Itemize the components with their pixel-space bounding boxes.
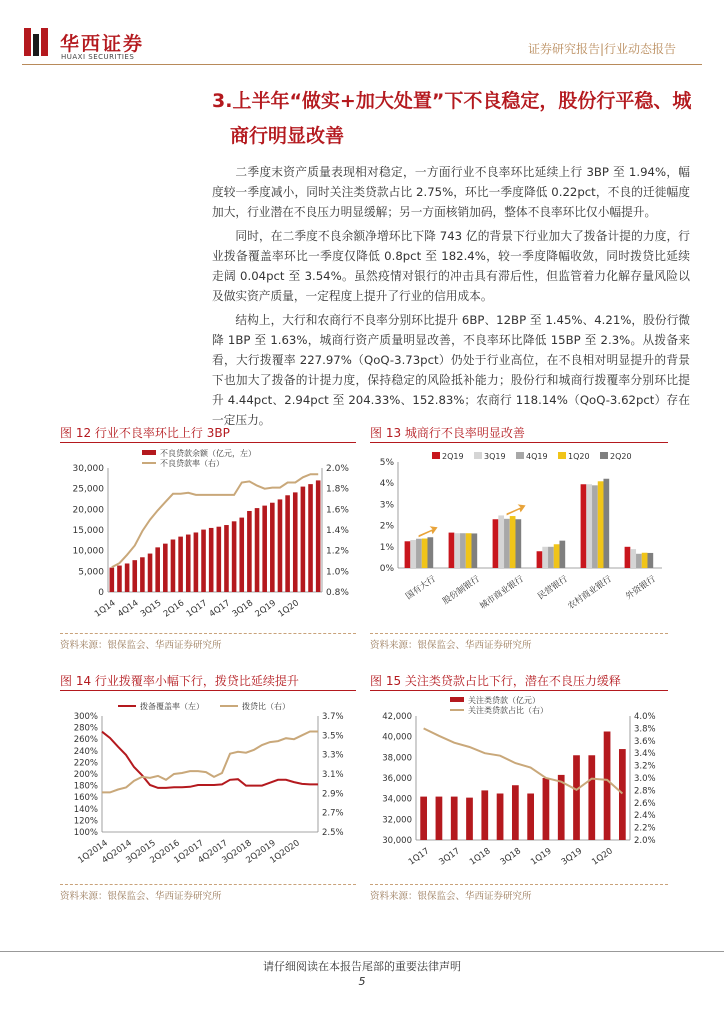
fig15-left-tick-label: 40,000: [382, 732, 412, 743]
fig14-left-tick-label: 160%: [73, 793, 98, 804]
fig12-x-label: 4Q17: [207, 598, 233, 620]
fig14-legend-provision: 拨贷比（右）: [242, 702, 290, 711]
fig13-bar: [515, 519, 521, 568]
fig14-left-tick-label: 240%: [73, 746, 98, 757]
fig13-bar: [449, 533, 455, 568]
fig12-bar: [155, 547, 160, 592]
fig12-x-label: 2Q16: [161, 598, 187, 620]
fig13-bar: [493, 519, 499, 568]
fig15-x-label: 3Q17: [437, 846, 462, 868]
fig12-rule: [60, 442, 356, 443]
fig12-bar: [171, 540, 176, 592]
fig12-x-label: 1Q17: [184, 598, 210, 620]
fig14-left-tick-label: 260%: [73, 735, 98, 746]
fig14-source: 资料来源：银保监会、华西证券研究所: [60, 891, 222, 902]
fig14-x-label: 3Q2015: [124, 838, 158, 866]
fig13-legend-swatch: [558, 452, 566, 459]
fig12-right-tick-label: 2.0%: [326, 464, 349, 474]
fig15-left-tick-label: 30,000: [382, 836, 412, 846]
fig14-x-label: 2Q2019: [244, 838, 278, 866]
fig12-title: 图 12 行业不良率环比上行 3BP: [60, 426, 230, 440]
fig12-bar: [278, 499, 283, 592]
logo-text-en: HUAXI SECURITIES: [61, 53, 135, 61]
fig13-bar: [460, 533, 466, 568]
fig15-left-tick-label: 42,000: [382, 712, 412, 722]
fig12-source: 资料来源：银保监会、华西证券研究所: [60, 640, 222, 651]
fig12-left-tick-label: 30,000: [72, 464, 104, 474]
fig15-right-tick-label: 3.6%: [634, 736, 656, 747]
fig15-right-tick-label: 2.0%: [634, 836, 656, 846]
fig13-legend-label: 2Q19: [442, 452, 464, 461]
fig13-left-tick-label: 3%: [379, 500, 394, 511]
fig15-legend-line: 关注类贷款占比（右）: [468, 706, 548, 715]
fig13-bar: [454, 533, 460, 568]
fig14-left-tick-label: 180%: [73, 781, 98, 792]
fig14-title: 图 14 行业拨覆率小幅下行，拨贷比延续提升: [60, 674, 299, 688]
fig14-right-tick-label: 3.1%: [322, 770, 344, 780]
fig12-bar: [125, 563, 130, 592]
fig12-x-label: 3Q18: [230, 598, 256, 620]
fig15-right-tick-label: 2.6%: [634, 798, 656, 809]
fig13-left-tick-label: 2%: [379, 521, 394, 532]
fig13-left-tick-label: 4%: [379, 479, 394, 490]
fig15-x-label: 3Q19: [559, 846, 585, 868]
fig15-bar: [558, 775, 565, 840]
fig14-right-tick-label: 3.3%: [322, 750, 344, 761]
fig13-legend-swatch: [600, 452, 608, 459]
fig15-legend-swatch-bar: [450, 697, 464, 702]
paragraph-1: 二季度末资产质量表现相对稳定，一方面行业不良率环比延续上行 3BP 至 1.94%，幅度较一季度减小，同时关注类贷款占比 2.75%，环比一季度降低 0.22pct，不良的迁徙幅度加大，行业潜在不良压力明显缓解；另一方面核销加码，整体不良率环比仅小幅提升。: [212, 165, 690, 219]
fig15-right-tick-label: 4.0%: [634, 712, 656, 722]
fig13-title: 图 13 城商行不良率明显改善: [370, 426, 525, 440]
fig12-bar: [247, 511, 252, 592]
fig15-bar: [619, 749, 626, 840]
fig12-bar: [201, 530, 206, 592]
fig14-x-label: 1Q2014: [76, 838, 110, 866]
fig14-left-tick-label: 120%: [73, 816, 98, 827]
fig13-source: 资料来源：银保监会、华西证券研究所: [370, 640, 532, 651]
fig15-x-label: 1Q18: [467, 846, 493, 868]
fig13-bar: [498, 515, 504, 568]
fig15-chart: [370, 694, 668, 882]
fig12-bar: [163, 544, 168, 592]
fig12-bar: [140, 557, 145, 592]
fig14-coverage-line: [102, 732, 318, 788]
fig12-chart: [60, 446, 356, 630]
paragraph-2: 同时，在二季度不良余额净增环比下降 743 亿的背景下行业加大了拨备计提的力度，行业拨备覆盖率环比一季度仅降低 0.8pct 至 182.4%，较一季度降幅收敛，同时拨贷比延续走阔 0.04pct 至 3.54%。虽然疫情对银行的冲击具有滞后性，但监管着力化解存量风险以及做实资产质量，一定程度上提升了行业的信用成本。: [212, 229, 690, 303]
fig12-bar: [132, 560, 137, 592]
fig12-bar: [239, 518, 244, 592]
fig12-x-label: 4Q14: [115, 598, 141, 620]
fig12-right-tick-label: 0.8%: [326, 588, 349, 598]
fig12-x-label: 1Q20: [276, 598, 301, 620]
fig12-left-tick-label: 20,000: [72, 505, 104, 516]
fig13-bar: [416, 539, 422, 568]
fig15-bar: [497, 794, 504, 841]
fig12-bar: [178, 537, 183, 592]
fig13-x-label: 国有大行: [404, 574, 438, 602]
fig14-left-tick-label: 300%: [73, 712, 98, 722]
fig13-bar: [537, 551, 543, 568]
fig15-bar: [543, 778, 550, 840]
fig13-bar: [598, 481, 604, 568]
fig12-right-tick-label: 1.0%: [326, 567, 349, 578]
fig15-right-tick-label: 3.2%: [634, 761, 656, 772]
fig12-right-tick-label: 1.8%: [326, 484, 349, 495]
fig13-legend-swatch: [474, 452, 482, 459]
page-number: 5: [358, 975, 366, 988]
fig12-left-tick-label: 10,000: [72, 546, 104, 557]
fig12-right-tick-label: 1.6%: [326, 505, 349, 516]
fig14-x-label: 4Q2014: [100, 838, 134, 866]
fig13-legend-label: 4Q19: [526, 452, 548, 461]
huaxi-logo-icon: [22, 26, 52, 58]
fig12-bar: [285, 495, 290, 592]
fig12-bar: [255, 508, 260, 592]
fig12-right-tick-label: 1.4%: [326, 526, 349, 536]
fig15-right-tick-label: 2.8%: [634, 786, 656, 797]
fig15-right-tick-label: 2.2%: [634, 823, 656, 834]
fig13-chart: [370, 446, 668, 630]
fig13-trend-arrow-icon: [419, 526, 438, 537]
fig12-bar: [217, 527, 222, 592]
report-type: 证券研究报告|行业动态报告: [527, 42, 676, 56]
body-text: [212, 162, 690, 434]
fig13-bar: [630, 549, 636, 568]
fig13-bar: [636, 554, 642, 568]
footer-disclaimer: 请仔细阅读在本报告尾部的重要法律声明: [263, 960, 461, 973]
fig12-source-rule: [60, 633, 356, 634]
fig15-right-tick-label: 2.4%: [634, 811, 656, 822]
fig14-right-tick-label: 2.9%: [322, 789, 344, 800]
fig12-bar: [293, 492, 298, 592]
fig12-bar: [209, 528, 214, 592]
fig13-x-label: 城市商业银行: [478, 574, 526, 612]
fig12-bar: [262, 506, 267, 592]
fig13-bar: [422, 539, 428, 568]
fig15-source-rule: [370, 884, 668, 885]
fig15-left-tick-label: 32,000: [382, 815, 412, 826]
fig14-source-rule: [60, 884, 356, 885]
fig13-bar: [471, 533, 477, 568]
fig13-bar: [510, 516, 516, 568]
fig14-right-tick-label: 3.7%: [322, 712, 344, 722]
fig15-title: 图 15 关注类贷款占比下行，潜在不良压力缓释: [370, 674, 621, 688]
fig13-left-tick-label: 1%: [379, 542, 394, 553]
fig15-left-tick-label: 36,000: [382, 774, 412, 784]
fig15-bar: [512, 785, 519, 840]
fig15-legend-bar: 关注类贷款（亿元）: [468, 696, 540, 705]
fig12-right-tick-label: 1.2%: [326, 546, 349, 557]
fig12-bar: [270, 503, 275, 592]
section-title-line1: 3.上半年“做实+加大处置”下不良稳定，股份行平稳、城: [212, 90, 692, 112]
fig13-legend-label: 3Q19: [484, 452, 506, 461]
fig15-bar: [481, 790, 488, 840]
fig13-x-label: 股份制银行: [441, 574, 482, 607]
logo-text-cn: 华西证券: [60, 33, 145, 55]
fig14-right-tick-label: 2.5%: [322, 828, 344, 838]
fig13-left-tick-label: 0%: [379, 564, 394, 574]
fig12-left-tick-label: 5,000: [78, 567, 104, 578]
fig12-x-label: 1Q14: [93, 598, 118, 620]
fig14-left-tick-label: 220%: [73, 758, 98, 769]
fig14-left-tick-label: 100%: [73, 828, 98, 838]
fig15-bar: [436, 797, 443, 840]
fig14-left-tick-label: 280%: [73, 723, 98, 734]
fig13-trend-arrow-icon: [507, 504, 526, 515]
fig12-bar: [186, 535, 191, 592]
fig14-provision-line: [102, 732, 318, 793]
fig12-bar: [117, 566, 122, 592]
fig12-bar: [308, 484, 313, 592]
fig13-rule: [370, 442, 668, 443]
header-divider: [22, 64, 702, 65]
fig14-x-label: 1Q2020: [268, 838, 302, 866]
fig12-left-tick-label: 0: [98, 588, 104, 598]
fig14-chart: [60, 694, 356, 882]
fig13-source-rule: [370, 633, 668, 634]
fig13-bar: [581, 484, 587, 568]
fig15-x-label: 1Q20: [590, 846, 615, 868]
fig15-bar: [420, 797, 427, 840]
fig12-legend-line: 不良贷款率（右）: [160, 459, 224, 468]
fig14-rule: [60, 690, 356, 691]
fig12-left-tick-label: 25,000: [72, 484, 104, 495]
fig13-bar: [542, 547, 548, 568]
fig14-right-tick-label: 3.5%: [322, 731, 344, 742]
fig14-x-label: 3Q2018: [220, 838, 254, 866]
fig13-bar: [410, 540, 416, 568]
fig15-bar: [588, 755, 595, 840]
footer-divider: [0, 951, 724, 952]
fig12-bar: [194, 532, 199, 592]
fig15-right-tick-label: 3.4%: [634, 749, 656, 760]
fig13-left-tick-label: 5%: [379, 458, 394, 468]
fig13-bar: [427, 537, 433, 568]
fig12-bar: [148, 554, 153, 592]
fig12-x-label: 2Q19: [253, 598, 279, 620]
fig15-left-tick-label: 34,000: [382, 794, 412, 805]
fig15-source: 资料来源：银保监会、华西证券研究所: [370, 891, 532, 902]
fig12-bar: [224, 525, 229, 592]
fig15-x-label: 1Q17: [406, 846, 432, 868]
fig15-left-tick-label: 38,000: [382, 753, 412, 764]
fig12-x-label: 3Q15: [138, 598, 164, 620]
fig15-rule: [370, 690, 668, 691]
fig13-bar: [647, 553, 653, 568]
fig13-bar: [592, 485, 598, 568]
fig15-right-tick-label: 3.8%: [634, 724, 656, 735]
fig14-x-label: 1Q2017: [172, 838, 206, 866]
fig13-x-label: 民营银行: [536, 574, 570, 602]
fig13-legend-label: 2Q20: [610, 452, 632, 461]
fig14-left-tick-label: 200%: [73, 770, 98, 780]
paragraph-3: 结构上，大行和农商行不良率分别环比提升 6BP、12BP 至 1.45%、4.21%，股份行微降 1BP 至 1.63%，城商行资产质量明显改善，不良率环比降低 15BP 至 2.3%。从拨备来看，大行拨覆率 227.97%（QoQ-3.73pct）仍处于行业高位，在不良相对明显提升的背景下也加大了拨备的计提力度，保持稳定的风险抵补能力；股份行和城商行拨覆率分别环比提升 4.44pct、2.94pct 至 204.33%、152.83%；农商行 118.14%（QoQ-3.62pct）存在一定压力。: [212, 313, 690, 427]
fig12-legend-bar: 不良贷款余额（亿元，左）: [160, 449, 256, 458]
fig15-right-tick-label: 3.0%: [634, 774, 656, 784]
fig15-bar: [466, 798, 473, 840]
fig13-legend-swatch: [432, 452, 440, 459]
fig13-bar: [603, 479, 609, 568]
fig15-bar: [451, 797, 458, 840]
fig12-left-tick-label: 15,000: [72, 526, 104, 536]
fig14-left-tick-label: 140%: [73, 804, 98, 815]
fig13-legend-swatch: [516, 452, 524, 459]
fig15-bar: [604, 732, 611, 841]
section-title-line2: 商行明显改善: [230, 125, 345, 147]
fig12-legend-swatch-bar: [142, 450, 156, 455]
fig15-x-label: 3Q18: [498, 846, 524, 868]
fig13-legend-label: 1Q20: [568, 452, 590, 461]
fig13-bar: [559, 541, 565, 568]
fig13-bar: [625, 547, 631, 568]
fig12-bar: [316, 480, 321, 592]
fig15-bar: [527, 794, 534, 841]
fig13-bar: [504, 519, 510, 568]
fig13-bar: [466, 533, 472, 568]
fig13-bar: [586, 484, 592, 568]
fig13-bar: [554, 544, 560, 568]
fig13-x-label: 外资银行: [624, 574, 658, 602]
fig15-x-label: 1Q19: [529, 846, 554, 868]
fig14-x-label: 4Q2017: [196, 838, 230, 866]
fig14-x-label: 2Q2016: [148, 838, 182, 866]
fig13-bar: [405, 541, 411, 568]
fig13-bar: [642, 553, 648, 568]
fig14-right-tick-label: 2.7%: [322, 808, 344, 819]
fig12-bar: [301, 487, 306, 592]
fig12-bar: [110, 568, 115, 592]
fig14-legend-coverage: 拨备覆盖率（左）: [140, 702, 204, 711]
fig12-bar: [232, 521, 237, 592]
fig13-x-label: 农村商业银行: [566, 574, 614, 612]
fig13-bar: [548, 547, 554, 568]
fig15-bar: [573, 755, 580, 840]
